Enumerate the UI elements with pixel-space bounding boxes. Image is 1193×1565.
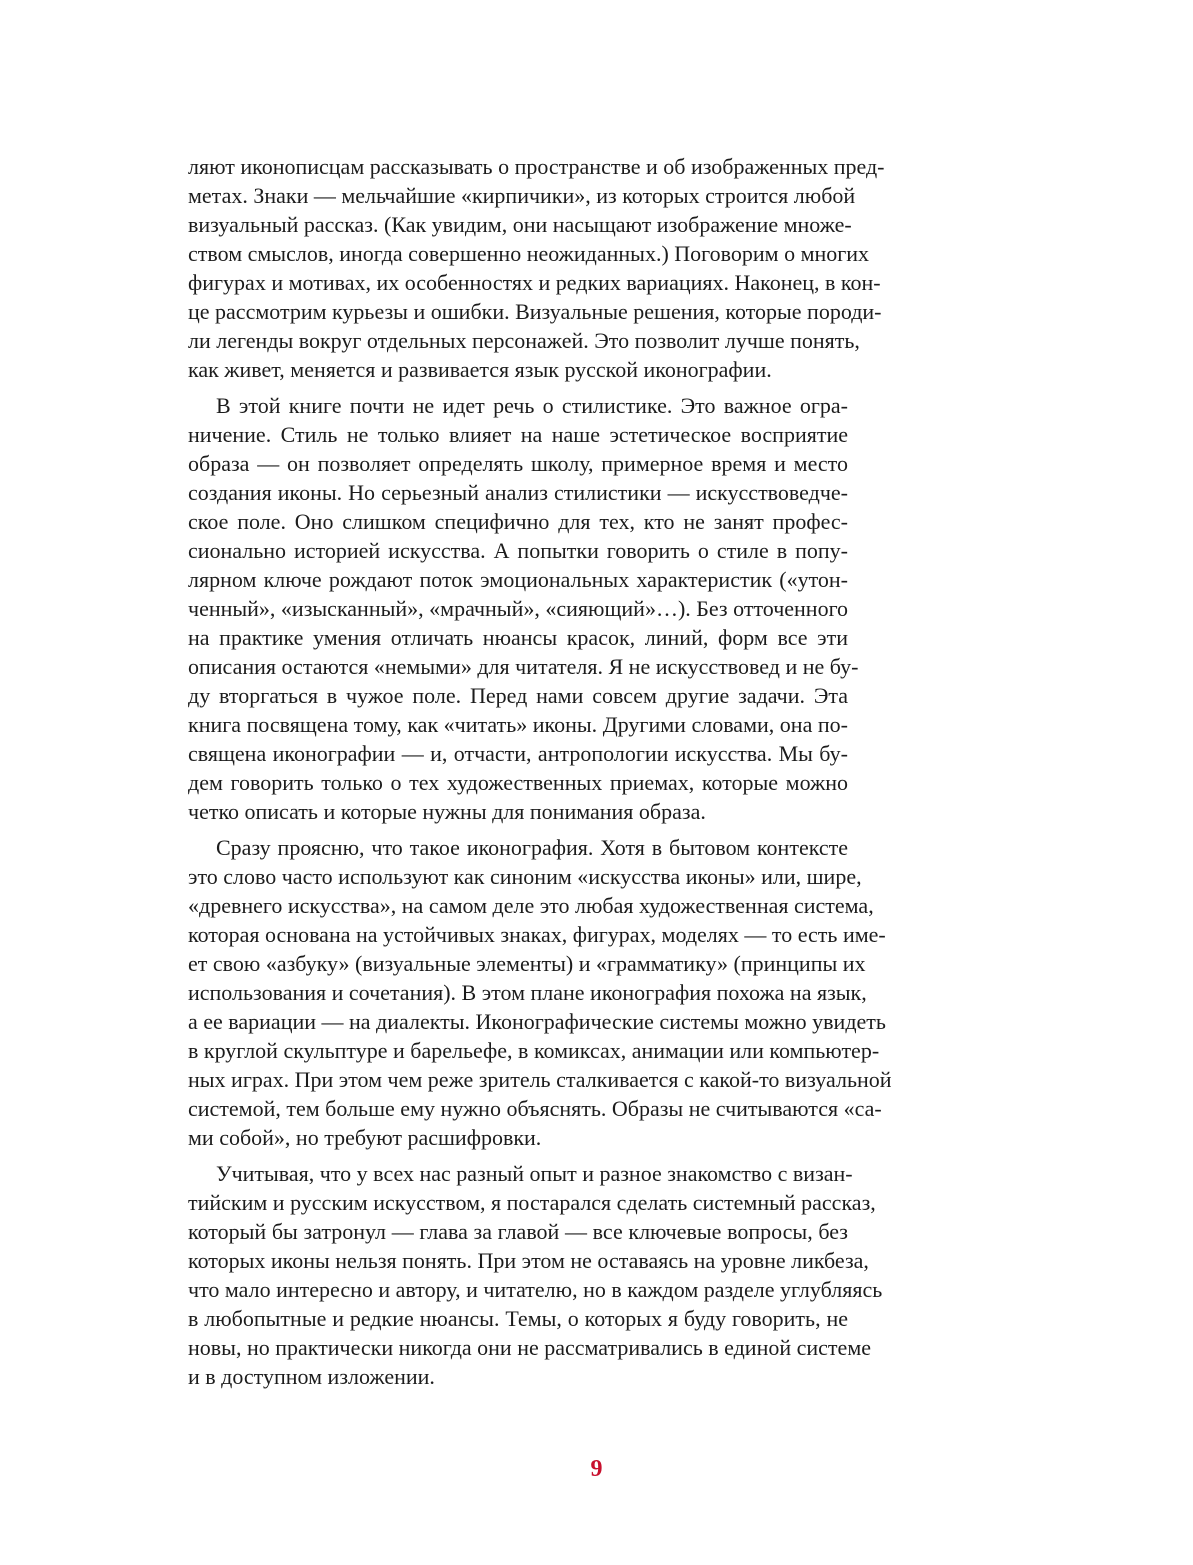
text-line: четко описать и которые нужны для понимания образа.: [188, 799, 706, 824]
paragraph-3: [188, 833, 892, 1152]
text-line: ченный», «изысканный», «мрачный», «сияющий»…). Без отточенного: [188, 596, 849, 621]
text-line: новы, но практически никогда они не рассматривались в единой системе: [188, 1335, 871, 1360]
text-line: которая основана на устойчивых знаках, фигурах, моделях — то есть име-: [188, 922, 886, 947]
text-line: это слово часто используют как синоним «искусства иконы» или, шире,: [188, 864, 862, 889]
text-line: а ее вариации — на диалекты. Иконографические системы можно увидеть: [188, 1009, 886, 1034]
text-line: визуальный рассказ. (Как увидим, они насыщают изображение множе-: [188, 212, 852, 237]
page-number: 9: [590, 1456, 603, 1482]
text-line: ми собой», но требуют расшифровки.: [188, 1125, 542, 1150]
text-line: ляют иконописцам рассказывать о пространстве и об изображенных пред-: [188, 154, 885, 179]
text-line: образа — он позволяет определять школу, примерное время и место: [188, 451, 848, 476]
text-line: которых иконы нельзя понять. При этом не оставаясь на уровне ликбеза,: [188, 1248, 869, 1273]
text-line: Учитывая, что у всех нас разный опыт и разное знакомство с визан-: [216, 1161, 853, 1186]
text-line: лярном ключе рождают поток эмоциональных характеристик («утон-: [188, 567, 848, 592]
text-line: тийским и русским искусством, я постарался сделать системный рассказ,: [188, 1190, 876, 1215]
text-line: ет свою «азбуку» (визуальные элементы) и «грамматику» (принципы их: [188, 951, 866, 976]
text-line: системой, тем больше ему нужно объяснять. Образы не считываются «са-: [188, 1096, 882, 1121]
text-line: и в доступном изложении.: [188, 1364, 435, 1389]
text-line: книга посвящена тому, как «читать» иконы. Другими словами, она по-: [188, 712, 848, 737]
text-line: сионально историей искусства. А попытки говорить о стиле в попу-: [188, 538, 848, 563]
text-line: как живет, меняется и развивается язык русской иконографии.: [188, 357, 772, 382]
body-text: [188, 152, 892, 1391]
text-line: ных играх. При этом чем реже зритель сталкивается с какой-то визуальной: [188, 1067, 892, 1092]
text-line: це рассмотрим курьезы и ошибки. Визуальные решения, которые породи-: [188, 299, 882, 324]
text-line: использования и сочетания). В этом плане иконография похожа на язык,: [188, 980, 867, 1005]
paragraph-2: [188, 391, 859, 826]
text-line: дем говорить только о тех художественных приемах, которые можно: [188, 770, 848, 795]
text-line: В этой книге почти не идет речь о стилистике. Это важное огра-: [216, 393, 848, 418]
text-line: ли легенды вокруг отдельных персонажей. Это позволит лучше понять,: [188, 328, 860, 353]
text-line: ское поле. Оно слишком специфично для тех, кто не занят профес-: [188, 509, 848, 534]
text-line: священа иконографии — и, отчасти, антропологии искусства. Мы бу-: [188, 741, 848, 766]
text-line: метах. Знаки — мельчайшие «кирпичики», из которых строится любой: [188, 183, 856, 208]
text-line: что мало интересно и автору, и читателю, но в каждом разделе углубляясь: [188, 1277, 883, 1302]
text-line: ничение. Стиль не только влияет на наше эстетическое восприятие: [188, 422, 848, 447]
text-line: который бы затронул — глава за главой — все ключевые вопросы, без: [188, 1219, 848, 1244]
text-line: «древнего искусства», на самом деле это любая художественная система,: [188, 893, 874, 918]
paragraph-1: [188, 152, 885, 384]
text-line: на практике умения отличать нюансы красок, линий, форм все эти: [188, 625, 848, 650]
text-line: описания остаются «немыми» для читателя. Я не искусствовед и не бу-: [188, 654, 859, 679]
text-line: фигурах и мотивах, их особенностях и редких вариациях. Наконец, в кон-: [188, 270, 881, 295]
text-line: Сразу проясню, что такое иконография. Хотя в бытовом контексте: [216, 835, 848, 860]
text-line: ством смыслов, иногда совершенно неожиданных.) Поговорим о многих: [188, 241, 870, 266]
text-line: в любопытные и редкие нюансы. Темы, о которых я буду говорить, не: [188, 1306, 848, 1331]
text-line: ду вторгаться в чужое поле. Перед нами совсем другие задачи. Эта: [188, 683, 848, 708]
text-line: создания иконы. Но серьезный анализ стилистики — искусствоведче-: [188, 480, 848, 505]
text-line: в круглой скульптуре и барельефе, в комиксах, анимации или компьютер-: [188, 1038, 880, 1063]
paragraph-4: [188, 1159, 883, 1391]
